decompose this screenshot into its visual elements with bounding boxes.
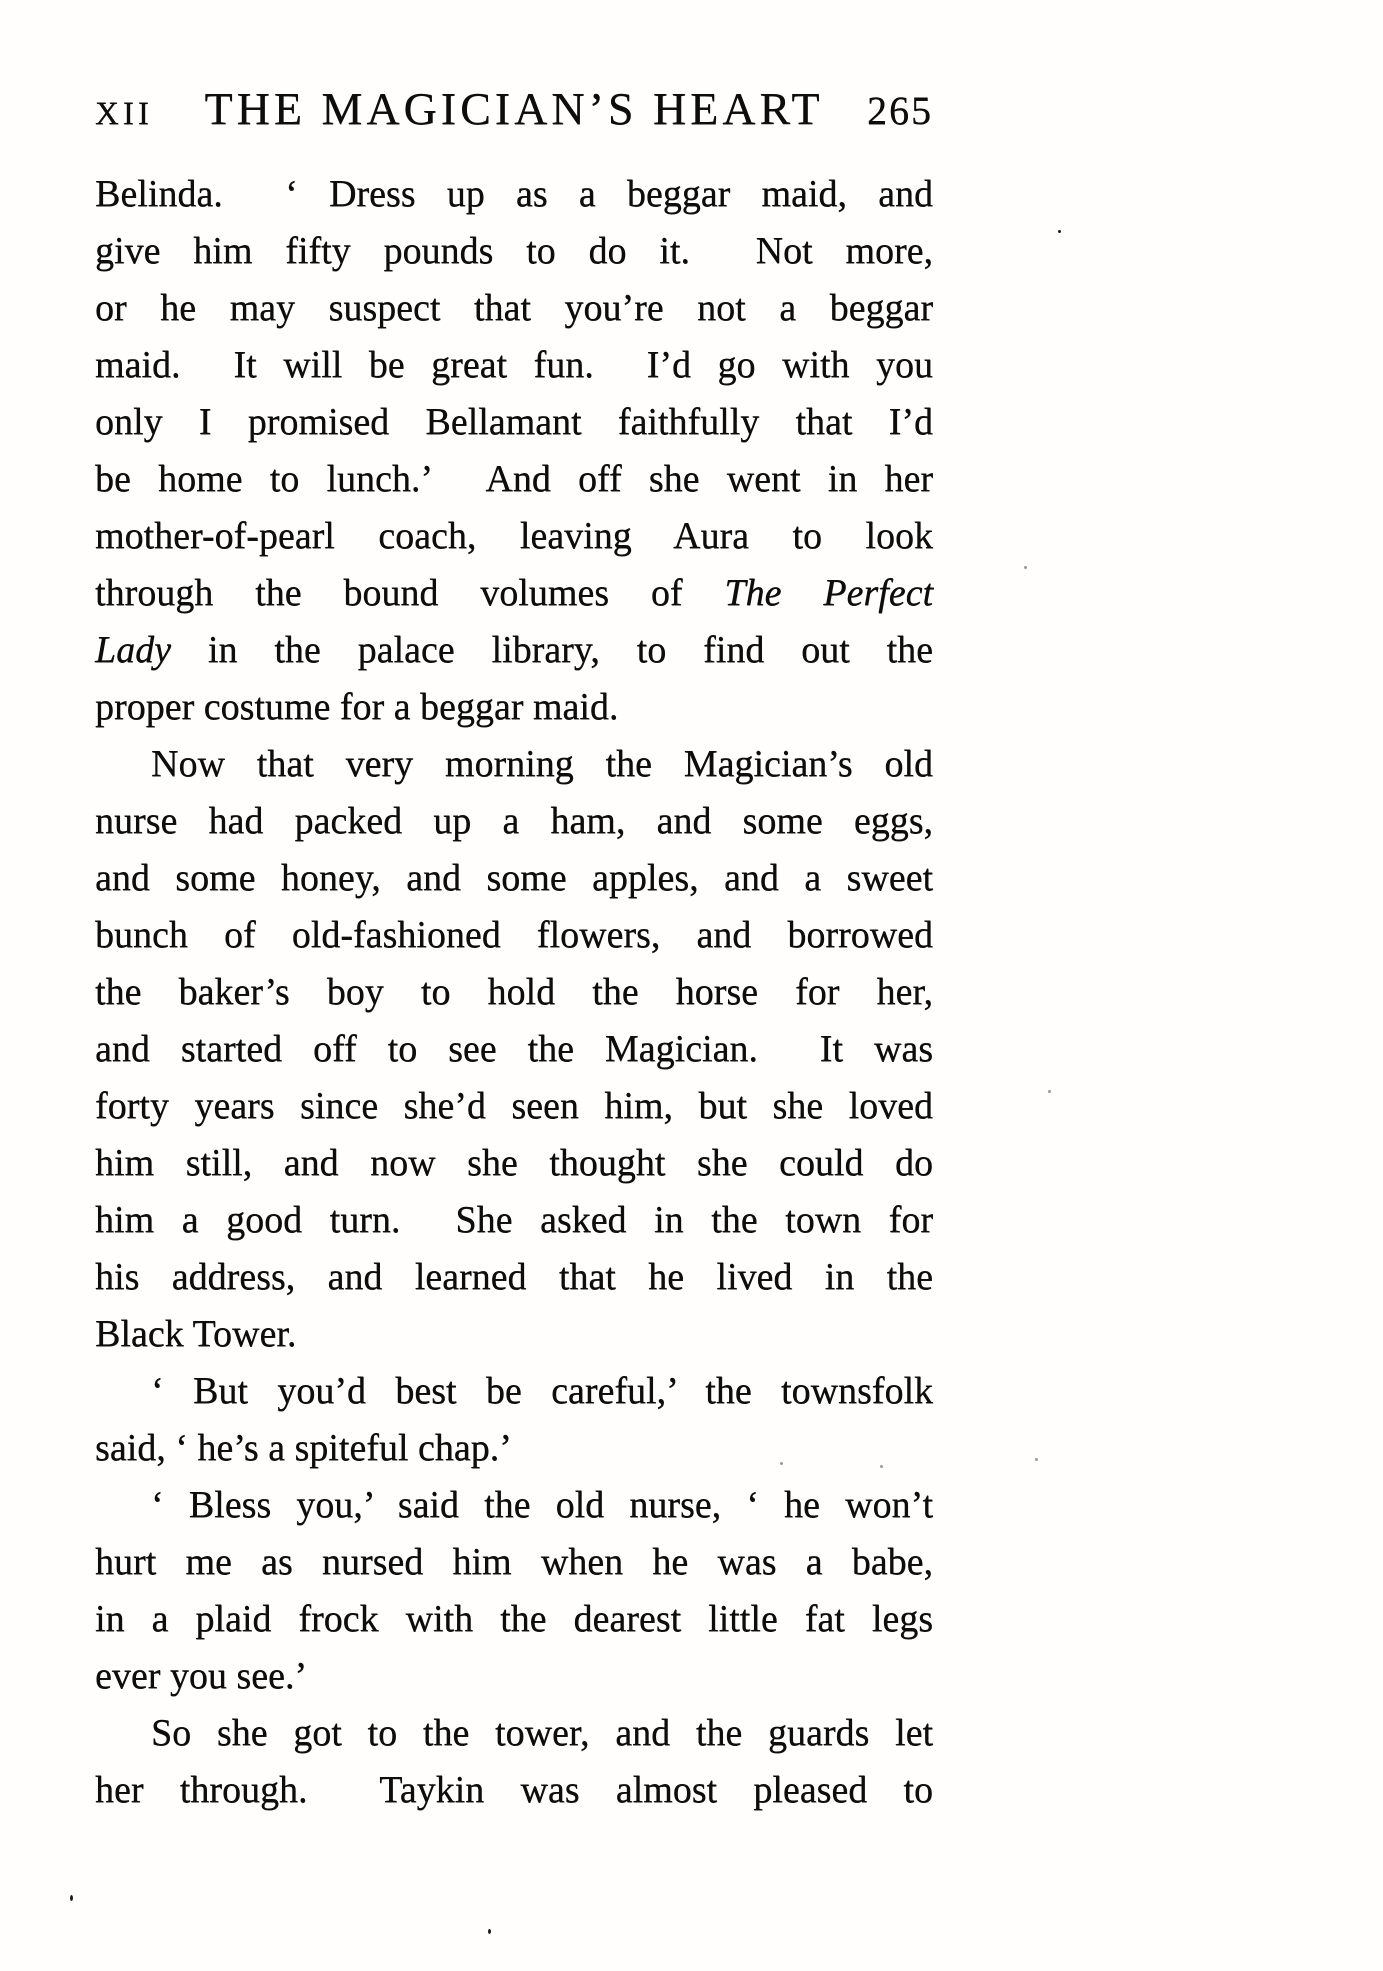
text-line <box>95 223 933 280</box>
text-line <box>95 1648 933 1705</box>
page-number: 265 <box>866 88 933 133</box>
text-line <box>95 850 933 907</box>
text-segment: him a good turn. She asked in the town for <box>95 1199 933 1241</box>
text-line <box>95 1021 933 1078</box>
text-segment: Belinda. ‘ Dress up as a beggar maid, and <box>95 173 933 215</box>
scan-speck <box>1035 1458 1038 1461</box>
chapter-number: XII <box>95 96 153 132</box>
text-segment: through the bound volumes of <box>95 572 725 614</box>
text-line <box>95 565 933 622</box>
text-line <box>95 508 933 565</box>
text-line <box>95 1249 933 1306</box>
running-title: THE MAGICIAN’S HEART <box>204 83 824 134</box>
text-line <box>95 1192 933 1249</box>
text-segment: her through. Taykin was almost pleased to <box>95 1769 933 1811</box>
text-segment: in the palace library, to find out the <box>171 629 933 671</box>
text-line <box>95 1420 933 1477</box>
text-line <box>95 394 933 451</box>
text-line <box>95 736 933 793</box>
text-segment: mother-of-pearl coach, leaving Aura to look <box>95 515 933 557</box>
text-segment: ‘ Bless you,’ said the old nurse, ‘ he won’t <box>151 1484 933 1526</box>
text-segment: and started off to see the Magician. It was <box>95 1028 933 1070</box>
italic-text-segment: The Perfect <box>724 572 934 614</box>
text-segment: be home to lunch.’ And off she went in her <box>95 458 933 500</box>
text-segment: ‘ But you’d best be careful,’ the townsfolk <box>151 1370 933 1412</box>
text-line <box>95 337 933 394</box>
text-line <box>95 1762 933 1819</box>
scan-speck <box>1024 566 1027 569</box>
text-segment: and some honey, and some apples, and a sweet <box>95 857 933 899</box>
text-line <box>95 1078 933 1135</box>
text-line <box>95 1591 933 1648</box>
text-line <box>95 622 933 679</box>
text-line <box>95 793 933 850</box>
text-segment: in a plaid frock with the dearest little fat legs <box>95 1598 933 1640</box>
text-segment: his address, and learned that he lived in the <box>95 1256 933 1298</box>
scan-speck <box>1058 230 1061 233</box>
text-line <box>95 1705 933 1762</box>
italic-text-segment: Lady <box>95 629 171 671</box>
text-line <box>95 280 933 337</box>
scan-speck <box>880 1465 883 1468</box>
text-segment: said, ‘ he’s a spiteful chap.’ <box>95 1427 512 1469</box>
text-line <box>95 1477 933 1534</box>
text-segment: bunch of old-fashioned flowers, and borrowed <box>95 914 933 956</box>
scan-speck <box>70 1895 73 1901</box>
text-segment: only I promised Bellamant faithfully that I’d <box>95 401 933 443</box>
text-line <box>95 451 933 508</box>
text-segment: or he may suspect that you’re not a beggar <box>95 287 933 329</box>
text-segment: the baker’s boy to hold the horse for her, <box>95 971 933 1013</box>
scan-speck <box>780 1462 783 1465</box>
text-segment: hurt me as nursed him when he was a babe, <box>95 1541 933 1583</box>
text-segment: proper costume for a beggar maid. <box>95 686 619 728</box>
text-segment: forty years since she’d seen him, but she loved <box>95 1085 933 1127</box>
page-header <box>95 82 933 135</box>
scan-speck <box>1048 1090 1051 1093</box>
text-segment: ever you see.’ <box>95 1655 308 1697</box>
page-text <box>95 166 933 1819</box>
text-segment: maid. It will be great fun. I’d go with you <box>95 344 933 386</box>
text-segment: Now that very morning the Magician’s old <box>151 743 933 785</box>
text-line <box>95 679 933 736</box>
text-segment: So she got to the tower, and the guards let <box>151 1712 933 1754</box>
text-segment: nurse had packed up a ham, and some eggs, <box>95 800 933 842</box>
text-line <box>95 907 933 964</box>
text-segment: give him fifty pounds to do it. Not more, <box>95 230 933 272</box>
text-segment: him still, and now she thought she could do <box>95 1142 933 1184</box>
text-segment: Black Tower. <box>95 1313 297 1355</box>
scan-speck <box>488 1929 491 1934</box>
text-line <box>95 166 933 223</box>
text-line <box>95 1534 933 1591</box>
text-line <box>95 1363 933 1420</box>
text-line <box>95 1135 933 1192</box>
text-line <box>95 964 933 1021</box>
text-line <box>95 1306 933 1363</box>
